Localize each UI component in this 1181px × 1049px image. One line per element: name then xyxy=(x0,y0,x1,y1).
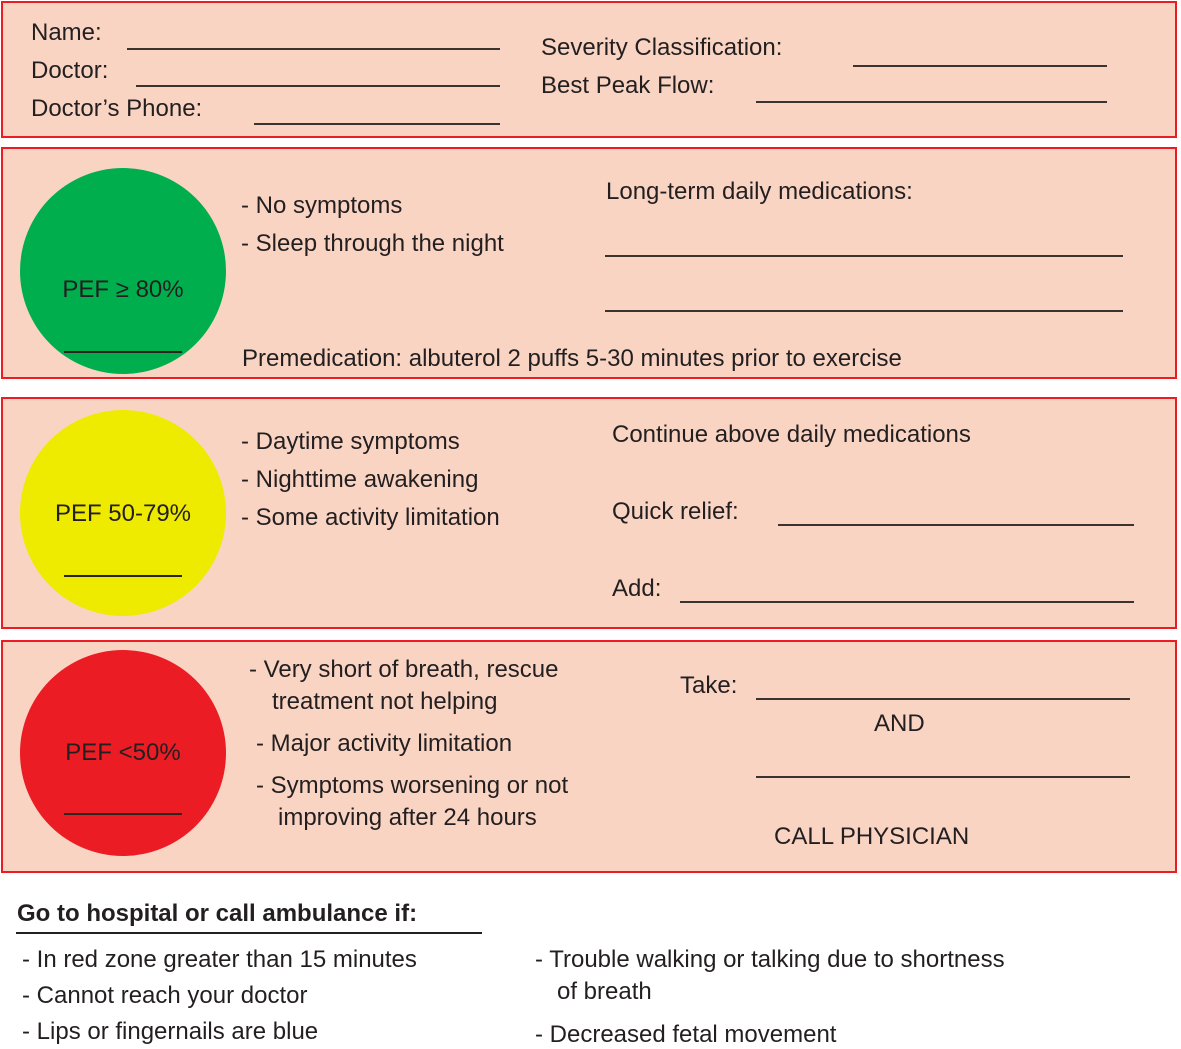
long-term-medication-field-2[interactable] xyxy=(605,310,1123,312)
name-label: Name: xyxy=(31,19,102,46)
long-term-medication-field-1[interactable] xyxy=(605,255,1123,257)
severity-classification-label: Severity Classification: xyxy=(541,34,783,61)
emergency-item: - In red zone greater than 15 minutes xyxy=(22,946,417,973)
green-zone-circle xyxy=(20,168,226,374)
yellow-pef-label: PEF 50-79% xyxy=(54,500,192,527)
take-medication-field[interactable] xyxy=(756,698,1130,700)
yellow-pef-field[interactable] xyxy=(64,575,182,577)
emergency-item-continued: of breath xyxy=(557,978,652,1005)
severity-classification-field[interactable] xyxy=(853,65,1107,67)
red-pef-field[interactable] xyxy=(64,813,182,815)
yellow-symptom: - Daytime symptoms xyxy=(241,428,460,455)
and-label: AND xyxy=(874,710,925,737)
green-symptom: - No symptoms xyxy=(241,192,403,219)
yellow-symptom: - Some activity limitation xyxy=(241,504,500,531)
emergency-item: - Decreased fetal movement xyxy=(535,1021,837,1048)
long-term-medications-label: Long-term daily medications: xyxy=(606,178,913,205)
quick-relief-label: Quick relief: xyxy=(612,498,739,525)
take-label: Take: xyxy=(680,672,738,699)
emergency-item: - Trouble walking or talking due to shortness xyxy=(535,946,1005,973)
green-pef-label: PEF ≥ 80% xyxy=(62,276,184,303)
add-medication-field[interactable] xyxy=(680,601,1134,603)
red-symptom-continued: improving after 24 hours xyxy=(278,804,537,831)
red-pef-label: PEF <50% xyxy=(65,739,181,766)
patient-info-panel xyxy=(1,1,1177,138)
yellow-zone-panel xyxy=(1,397,1177,629)
second-medication-field[interactable] xyxy=(756,776,1130,778)
green-symptom: - Sleep through the night xyxy=(241,230,504,257)
best-peak-flow-label: Best Peak Flow: xyxy=(541,72,715,99)
red-zone-panel xyxy=(1,640,1177,873)
red-symptom: - Very short of breath, rescue xyxy=(249,656,559,683)
add-label: Add: xyxy=(612,575,662,602)
emergency-heading-underline xyxy=(16,932,482,934)
continue-medications-label: Continue above daily medications xyxy=(612,421,971,448)
green-zone-panel xyxy=(1,147,1177,379)
red-zone-circle xyxy=(20,650,226,856)
emergency-item: - Cannot reach your doctor xyxy=(22,982,308,1009)
doctor-phone-label: Doctor’s Phone: xyxy=(31,95,203,122)
name-field[interactable] xyxy=(127,48,500,50)
call-physician-label: CALL PHYSICIAN xyxy=(774,823,970,850)
best-peak-flow-field[interactable] xyxy=(756,101,1107,103)
quick-relief-field[interactable] xyxy=(778,524,1134,526)
yellow-symptom: - Nighttime awakening xyxy=(241,466,479,493)
doctor-field[interactable] xyxy=(136,85,500,87)
red-symptom: - Major activity limitation xyxy=(256,730,513,757)
red-symptom: - Symptoms worsening or not xyxy=(256,772,569,799)
green-pef-field[interactable] xyxy=(64,351,182,353)
emergency-heading: Go to hospital or call ambulance if: xyxy=(17,900,418,927)
premedication-note: Premedication: albuterol 2 puffs 5-30 minutes prior to exercise xyxy=(242,345,902,372)
red-symptom-continued: treatment not helping xyxy=(272,688,498,715)
doctor-label: Doctor: xyxy=(31,57,109,84)
emergency-item: - Lips or fingernails are blue xyxy=(22,1018,319,1045)
doctor-phone-field[interactable] xyxy=(254,123,500,125)
yellow-zone-circle xyxy=(20,410,226,616)
